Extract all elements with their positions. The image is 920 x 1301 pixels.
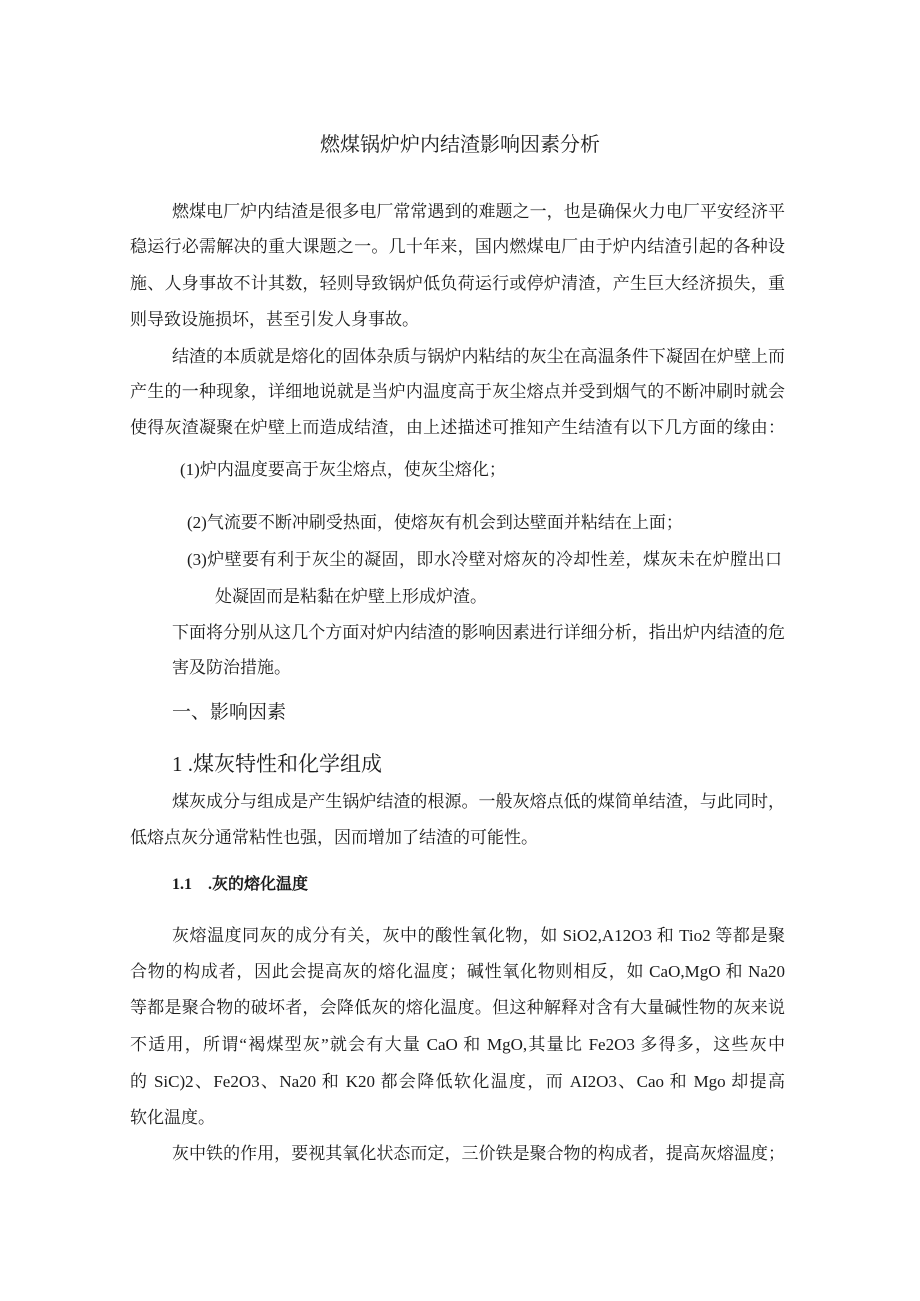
subsubsection-heading: 1.1 .灰的熔化温度 xyxy=(172,876,309,893)
paragraph-line: 灰中铁的作用，要视其氧化状态而定，三价铁是聚合物的构成者，提高灰熔温度； xyxy=(172,1144,785,1163)
paragraph-line: 软化温度。 xyxy=(130,1108,215,1127)
paragraph-line: 结渣的本质就是熔化的固体杂质与锅炉内粘结的灰尘在高温条件下凝固在炉壁上而 xyxy=(172,347,785,366)
paragraph-line: 等都是聚合物的破坏者，会降低灰的熔化温度。但这种解释对含有大量碱性物的灰来说 xyxy=(130,998,785,1017)
list-item: (2)气流要不断冲刷受热面，使熔灰有机会到达壁面并粘结在上面； xyxy=(187,513,683,532)
paragraph-line: 的 SiC)2、Fe2O3、Na20 和 K20 都会降低软化温度，而 AI2O3、Cao 和 Mgo 却提高 xyxy=(130,1072,785,1091)
paragraph-line: 燃煤电厂炉内结渣是很多电厂常常遇到的难题之一，也是确保火力电厂平安经济平 xyxy=(172,202,785,221)
subsection-heading: 1 .煤灰特性和化学组成 xyxy=(172,752,382,776)
paragraph-line: 下面将分别从这几个方面对炉内结渣的影响因素进行详细分析，指出炉内结渣的危 xyxy=(172,623,785,642)
paragraph-line: 合物的构成者，因此会提高灰的熔化温度；碱性氧化物则相反，如 CaO,MgO 和 Na20 xyxy=(130,962,785,981)
paragraph-line: 不适用，所谓“褐煤型灰”就会有大量 CaO 和 MgO,其量比 Fe2O3 多得多，这些灰中 xyxy=(130,1035,785,1054)
paragraph-line: 产生的一种现象，详细地说就是当炉内温度高于灰尘熔点并受到烟气的不断冲刷时就会 xyxy=(130,382,785,401)
list-item: (3)炉壁要有利于灰尘的凝固，即水冷壁对熔灰的冷却性差，煤灰未在炉膛出口 xyxy=(187,550,782,569)
paragraph-line: 灰熔温度同灰的成分有关，灰中的酸性氧化物，如 SiO2,A12O3 和 Tio2 等都是聚 xyxy=(172,926,785,945)
section-heading: 一、影响因素 xyxy=(172,702,287,723)
paragraph-line: 煤灰成分与组成是产生锅炉结渣的根源。一般灰熔点低的煤简单结渣，与此同时， xyxy=(172,792,785,811)
paragraph-line: 稳运行必需解决的重大课题之一。几十年来，国内燃煤电厂由于炉内结渣引起的各种设 xyxy=(130,237,785,256)
list-item: 处凝固而是粘黏在炉壁上形成炉渣。 xyxy=(215,587,487,606)
paragraph-line: 施、人身事故不计其数，轻则导致锅炉低负荷运行或停炉清渣，产生巨大经济损失，重 xyxy=(130,274,785,293)
list-item: (1)炉内温度要高于灰尘熔点，使灰尘熔化； xyxy=(180,460,506,479)
paragraph-line: 则导致设施损坏，甚至引发人身事故。 xyxy=(130,310,419,329)
paragraph-line: 害及防治措施。 xyxy=(172,658,291,677)
paragraph-line: 使得灰渣凝聚在炉壁上而造成结渣，由上述描述可推知产生结渣有以下几方面的缘由： xyxy=(130,418,785,437)
paragraph-line: 低熔点灰分通常粘性也强，因而增加了结渣的可能性。 xyxy=(130,828,538,847)
document-title: 燃煤锅炉炉内结渣影响因素分析 xyxy=(320,134,600,156)
